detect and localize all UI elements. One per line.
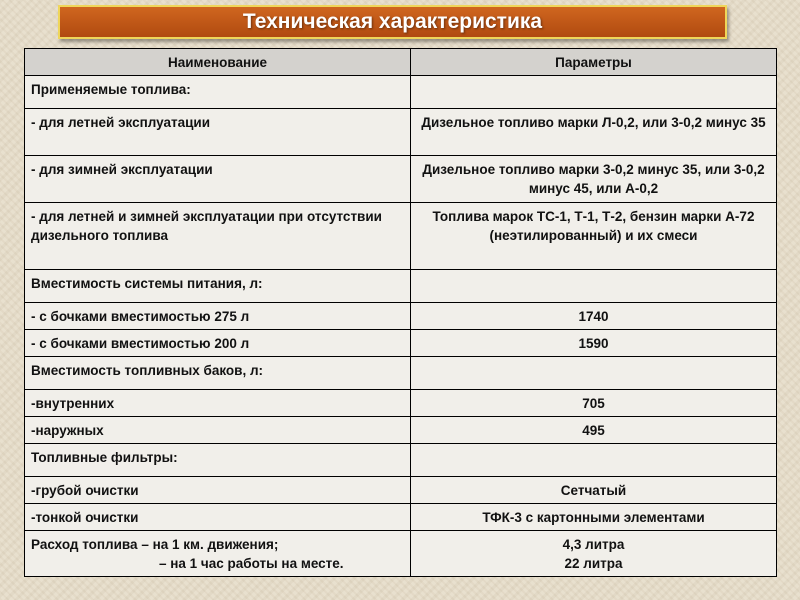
- row-param: [411, 270, 777, 303]
- row-param: Сетчатый: [411, 477, 777, 504]
- table-row: [25, 444, 777, 477]
- header-params: Параметры: [411, 49, 777, 76]
- table-row: [25, 417, 777, 444]
- row-param: ТФК-3 с картонными элементами: [411, 504, 777, 531]
- row-name: Топливные фильтры:: [25, 444, 411, 477]
- table-row: [25, 203, 777, 270]
- row-name: - для летней эксплуатации: [25, 109, 411, 156]
- row-name: - с бочками вместимостью 275 л: [25, 303, 411, 330]
- page-title: Техническая характеристика: [242, 10, 543, 33]
- row-param: Дизельное топливо марки Л-0,2, или 3-0,2 минус 35: [411, 109, 777, 156]
- row-param: 1740: [411, 303, 777, 330]
- row-name: [25, 531, 411, 577]
- row-name: -внутренних: [25, 390, 411, 417]
- row-param: 1590: [411, 330, 777, 357]
- fuel-consumption-value2: 22 литра: [564, 556, 623, 571]
- header-name: Наименование: [25, 49, 411, 76]
- row-param: [411, 357, 777, 390]
- fuel-consumption-line1: Расход топлива – на 1 км. движения;: [31, 537, 279, 552]
- row-name: - для летней и зимней эксплуатации при отсутствии дизельного топлива: [25, 203, 411, 270]
- row-param: 705: [411, 390, 777, 417]
- table-row: [25, 531, 777, 577]
- table-row: [25, 330, 777, 357]
- table-row: [25, 156, 777, 203]
- row-param: 495: [411, 417, 777, 444]
- row-name: - с бочками вместимостью 200 л: [25, 330, 411, 357]
- fuel-consumption-line2: – на 1 час работы на месте.: [159, 556, 344, 571]
- table-row: [25, 390, 777, 417]
- table-row: [25, 303, 777, 330]
- row-name: -тонкой очистки: [25, 504, 411, 531]
- row-param: [411, 531, 777, 577]
- row-name: Вместимость топливных баков, л:: [25, 357, 411, 390]
- spec-table: [24, 48, 777, 577]
- table-row: [25, 270, 777, 303]
- row-name: Применяемые топлива:: [25, 76, 411, 109]
- table-row: [25, 357, 777, 390]
- header-row: [25, 49, 777, 76]
- fuel-consumption-value1: 4,3 литра: [562, 537, 625, 552]
- row-name: - для зимней эксплуатации: [25, 156, 411, 203]
- table-row: [25, 504, 777, 531]
- row-name: Вместимость системы питания, л:: [25, 270, 411, 303]
- table-row: [25, 477, 777, 504]
- row-param: [411, 444, 777, 477]
- table-row: [25, 109, 777, 156]
- row-param: Дизельное топливо марки 3-0,2 минус 35, или 3-0,2 минус 45, или А-0,2: [411, 156, 777, 203]
- table-row: [25, 76, 777, 109]
- row-name: -грубой очистки: [25, 477, 411, 504]
- title-banner: [58, 5, 727, 39]
- row-param: [411, 76, 777, 109]
- row-name: -наружных: [25, 417, 411, 444]
- row-param: Топлива марок ТС-1, Т-1, Т-2, бензин марки А-72 (неэтилированный) и их смеси: [411, 203, 777, 270]
